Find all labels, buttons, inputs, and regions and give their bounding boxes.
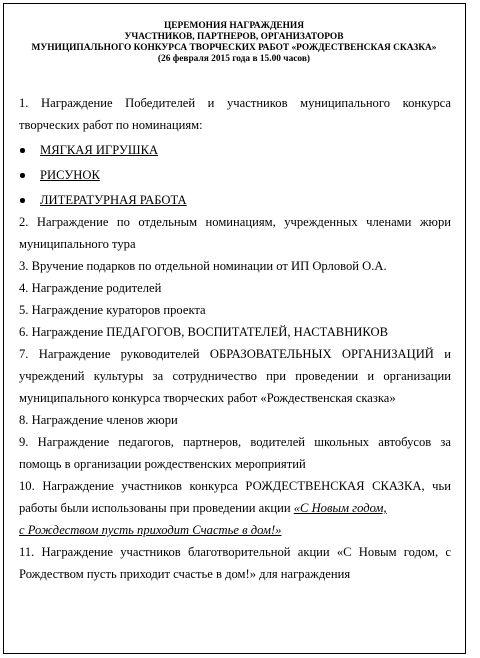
item-1-line-1: 1. Награждение Победителей и участников муниципального конкурса [19, 96, 451, 110]
item-9-line-1: 9. Награждение педагогов, партнеров, водителей школьных автобусов за [19, 435, 451, 449]
list-item [19, 164, 451, 186]
header-subtitle: УЧАСТНИКОВ, ПАРТНЕРОВ, ОРГАНИЗАТОРОВ [124, 32, 344, 42]
item-2-line-1: 2. Награждение по отдельным номинациям, учрежденных членами жюри [19, 215, 451, 229]
nomination-label: МЯГКАЯ ИГРУШКА [40, 143, 159, 157]
header-contest-name: МУНИЦИПАЛЬНОГО КОНКУРСА ТВОРЧЕСКИХ РАБОТ «РОЖДЕСТВЕНСКАЯ СКАЗКА» [31, 43, 437, 53]
item-3: 3. Вручение подарков по отдельной номинации от ИП Орловой О.А. [19, 259, 387, 273]
item-5: 5. Награждение кураторов проекта [19, 303, 206, 317]
item-4: 4. Награждение родителей [19, 281, 162, 295]
document-header [6, 21, 462, 65]
item-6: 6. Награждение ПЕДАГОГОВ, ВОСПИТАТЕЛЕЙ, НАСТАВНИКОВ [19, 325, 388, 339]
item-10-text: работы были использованы при проведении акции [19, 501, 291, 515]
campaign-quote-part-1: «С Новым годом, [293, 501, 387, 515]
item-7-line-2: учреждений культуры за сотрудничество при проведении и организации [19, 369, 451, 383]
header-title: ЦЕРЕМОНИЯ НАГРАЖДЕНИЯ [163, 21, 304, 31]
item-1-line-2: творческих работ по номинациям: [19, 118, 203, 132]
item-7-line-1: 7. Награждение руководителей ОБРАЗОВАТЕЛЬНЫХ ОРГАНИЗАЦИЙ и [19, 347, 451, 361]
nomination-label: РИСУНОК [40, 168, 100, 182]
item-2-line-2: муниципального тура [19, 237, 136, 251]
campaign-quote-part-2: с Рождеством пусть приходит Счастье в дом!» [19, 523, 282, 537]
item-11-line-2: Рождеством пусть приходит счастье в дом!» для награждения [19, 567, 351, 581]
list-item [19, 189, 451, 211]
item-10-line-1: 10. Награждение участников конкурса РОЖДЕСТВЕНСКАЯ СКАЗКА, чьи [19, 479, 451, 493]
nominations-list [19, 139, 451, 211]
item-10-line-3 [19, 519, 451, 541]
item-10-line-2 [19, 497, 451, 519]
item-9-line-2: помощь в организации рождественских мероприятий [19, 457, 306, 471]
list-item [19, 139, 451, 161]
item-8: 8. Награждение членов жюри [19, 413, 178, 427]
item-7-line-3: муниципального конкурса творческих работ «Рождественская сказка» [19, 391, 396, 405]
nomination-label: ЛИТЕРАТУРНАЯ РАБОТА [40, 193, 187, 207]
item-11-line-1: 11. Награждение участников благотворительной акции «С Новым годом, с [19, 545, 451, 559]
document-body [19, 92, 451, 585]
header-date: (26 февраля 2015 года в 15.00 часов) [157, 54, 311, 64]
